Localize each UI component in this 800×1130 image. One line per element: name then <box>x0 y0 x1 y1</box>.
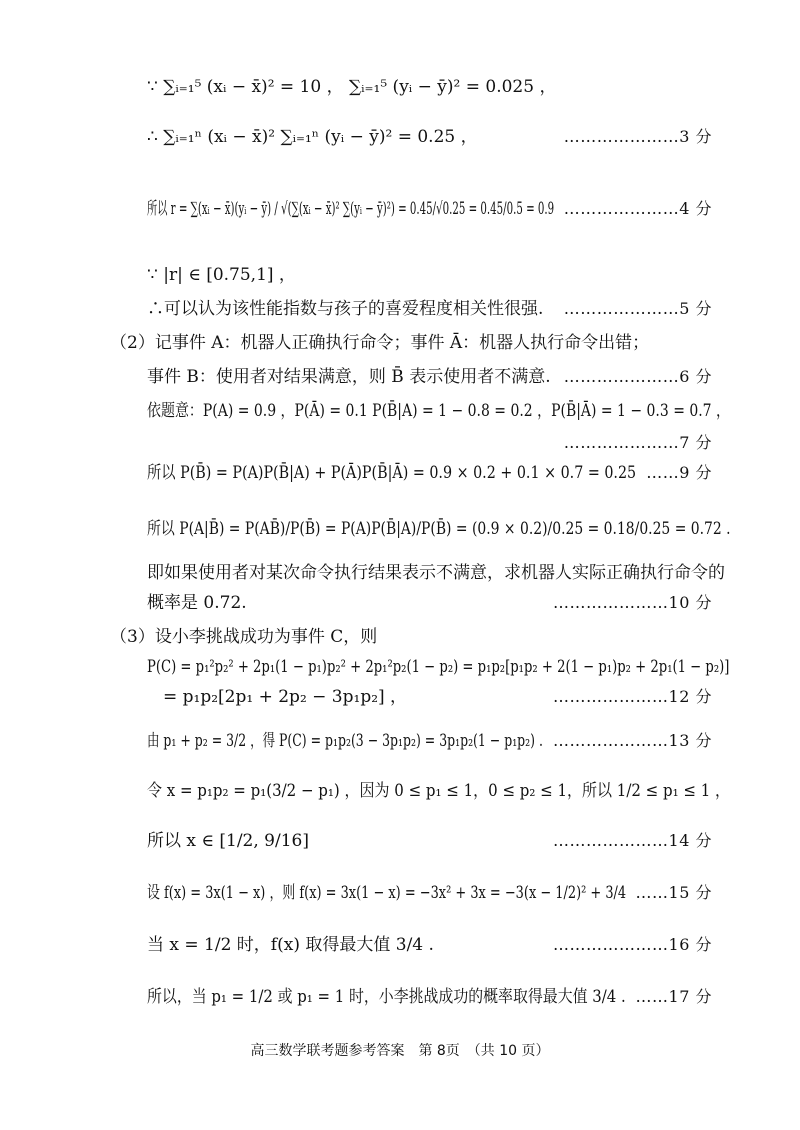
solution-line <box>0 456 800 490</box>
solution-line <box>0 556 800 590</box>
score-marker: …………………7 分 <box>563 433 712 452</box>
solution-text: 设 f(x) = 3x(1 − x) ，则 f(x) = 3x(1 − x) = −3x² + 3x = −3(x − 1/2)² + 3/4 <box>147 883 627 903</box>
solution-text: 即如果使用者对某次命令执行结果表示不满意，求机器人实际正确执行命令的 <box>147 563 725 583</box>
solution-text: 概率是 0.72. <box>147 593 247 613</box>
solution-line <box>0 724 800 758</box>
solution-line <box>0 292 800 326</box>
solution-text: 事件 B：使用者对结果满意，则 B̄ 表示使用者不满意. <box>147 367 551 387</box>
solution-line <box>0 980 800 1014</box>
solution-line <box>0 928 800 962</box>
solution-text: 所以 P(A|B̄) = P(AB̄)/P(B̄) = P(A)P(B̄|A)/P(B̄) = (0.9 × 0.2)/0.25 = 0.18/0.25 = 0.72 . <box>147 519 731 539</box>
score-marker: …………………10 分 <box>553 593 712 612</box>
score-marker: …………………4 分 <box>563 199 712 218</box>
solution-text: 由 p₁ + p₂ = 3/2 ，得 P(C) = p₁p₂(3 − 3p₁p₂) = 3p₁p₂(1 − p₁p₂) . <box>147 731 543 751</box>
solution-text: ∴ ∑ᵢ₌₁ⁿ (xᵢ − x̄)² ∑ᵢ₌₁ⁿ (yᵢ − ȳ)² = 0.25 ， <box>147 127 478 147</box>
solution-line <box>0 192 800 226</box>
score-marker: …………………5 分 <box>563 299 712 318</box>
solution-text: （2）记事件 A：机器人正确执行命令；事件 Ā：机器人执行命令出错； <box>110 333 650 353</box>
solution-text: 所以 x ∈ [1/2, 9/16] <box>147 831 309 851</box>
solution-line <box>0 70 800 104</box>
score-marker: …………………16 分 <box>553 935 712 954</box>
solution-line <box>0 680 800 714</box>
solution-text: 当 x = 1/2 时，f(x) 取得最大值 3/4 . <box>147 935 434 955</box>
solution-text: 所以，当 p₁ = 1/2 或 p₁ = 1 时，小李挑战成功的概率取得最大值 3/4 . <box>147 987 626 1007</box>
score-marker: …………………6 分 <box>563 367 712 386</box>
solution-line <box>0 360 800 394</box>
solution-text: 令 x = p₁p₂ = p₁(3/2 − p₁) ，因为 0 ≤ p₁ ≤ 1，0 ≤ p₂ ≤ 1，所以 1/2 ≤ p₁ ≤ 1 ， <box>147 781 731 801</box>
score-marker: …………………3 分 <box>563 127 712 146</box>
solution-line <box>0 512 800 546</box>
score-marker: ……15 分 <box>635 883 712 902</box>
solution-text: （3）设小李挑战成功为事件 C，则 <box>110 627 378 647</box>
solution-line <box>0 120 800 154</box>
solution-text: = p₁p₂[2p₁ + 2p₂ − 3p₁p₂] ， <box>163 687 408 707</box>
solution-line <box>0 258 800 292</box>
solution-text: 所以 P(B̄) = P(A)P(B̄|A) + P(Ā)P(B̄|Ā) = 0.9 × 0.2 + 0.1 × 0.7 = 0.25 <box>147 463 637 483</box>
solution-text: ∴可以认为该性能指数与孩子的喜爱程度相关性很强. <box>147 299 544 319</box>
solution-line <box>0 426 800 460</box>
score-marker: ……9 分 <box>646 463 712 482</box>
solution-text: ∵ ∑ᵢ₌₁⁵ (xᵢ − x̄)² = 10 ， ∑ᵢ₌₁⁵ (yᵢ − ȳ)² = 0.025 ， <box>147 77 557 97</box>
score-marker: …………………12 分 <box>553 687 712 706</box>
page-footer: 高三数学联考题参考答案 第 8页 （共 10 页） <box>250 1043 550 1059</box>
solution-line <box>0 774 800 808</box>
solution-text: 所以 r = ∑(xᵢ − x̄)(yᵢ − ȳ) / √(∑(xᵢ − x̄)² ∑(yᵢ − ȳ)²) = 0.45/√0.25 = 0.45/0.5 = 0.9 <box>147 199 555 219</box>
solution-text: 依题意：P(A) = 0.9 ，P(Ā) = 0.1 P(B̄|A) = 1 − 0.8 = 0.2 ，P(B̄|Ā) = 1 − 0.3 = 0.7 ， <box>147 401 731 421</box>
solution-line <box>0 326 800 360</box>
solution-text: P(C) = p₁²p₂² + 2p₁(1 − p₁)p₂² + 2p₁²p₂(1 − p₂) = p₁p₂[p₁p₂ + 2(1 − p₁)p₂ + 2p₁(1 − p₂)] <box>147 657 730 677</box>
score-marker: ……17 分 <box>635 987 712 1006</box>
solution-line <box>0 824 800 858</box>
solution-text: ∵ |r| ∈ [0.75,1] ， <box>147 265 296 285</box>
solution-line <box>0 650 800 684</box>
solution-line <box>0 620 800 654</box>
solution-line <box>0 394 800 428</box>
score-marker: …………………13 分 <box>553 731 712 750</box>
score-marker: …………………14 分 <box>553 831 712 850</box>
solution-line <box>0 586 800 620</box>
solution-line <box>0 876 800 910</box>
